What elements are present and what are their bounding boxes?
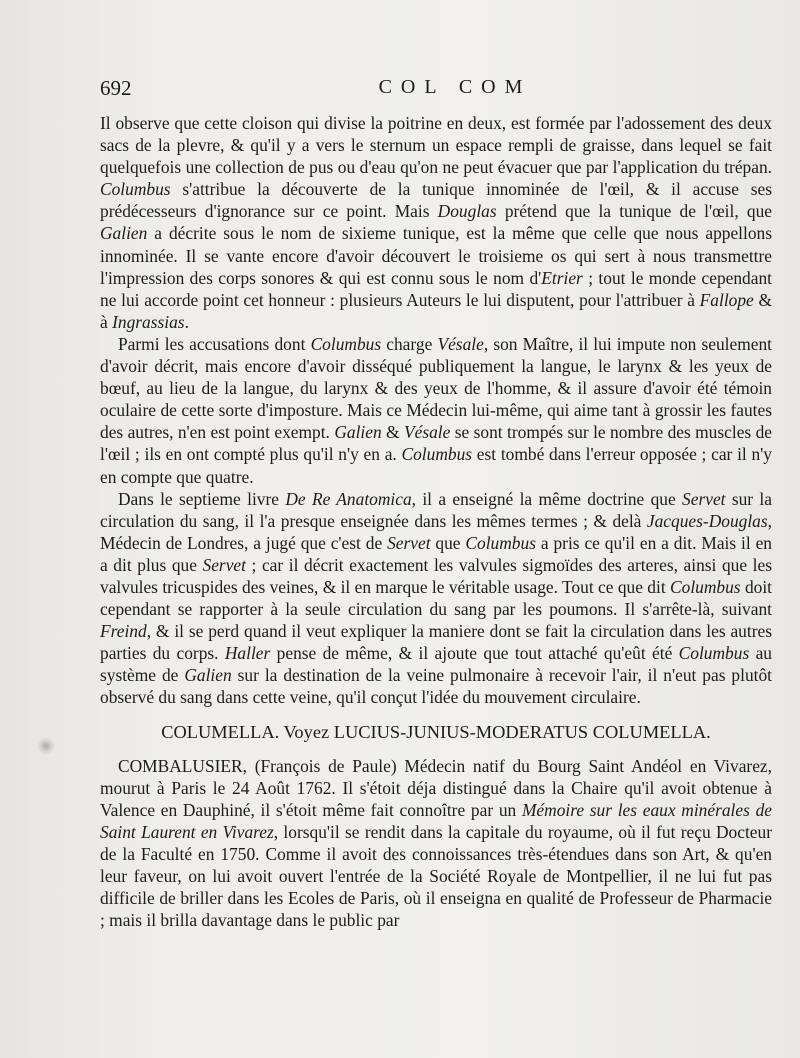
entry-combalusier: COMBALUSIER, (François de Paule) Médecin natif du Bourg Saint Andéol en Vivarez, mourut à Paris le 24 Août 1762. Il s'étoit déja distingué dans la Chaire qu'il avoit obtenue à Valence en Dauphiné, il s'étoit même fait connoître par un Mémoire sur les eaux minérales de Saint Laurent en Vivarez, lorsqu'il se rendit dans la capitale du royaume, où il fut reçu Docteur de la Faculté en 1750. Comme il avoit des connoissances très-étendues dans son Art, & qu'en leur faveur, on lui avoit ouvert l'entrée de la Société Royale de Montpellier, il ne lui fut pas difficile de briller dans les Ecoles de Paris, où il enseigna en qualité de Professeur de Pharmacie ; mais il brilla davantage dans le public par xyxy=(100,755,773,931)
running-head: COL COM xyxy=(378,76,532,98)
paragraph: Dans le septieme livre De Re Anatomica, il a enseigné la même doctrine que Servet sur la circulation du sang, il l'a presque enseignée dans les mêmes termes ; & delà Jacques-Douglas, Médecin de Londres, a jugé que c'est de Servet que Columbus a pris ce qu'il en a dit. Mais il en a dit plus que Servet ; car il décrit exactement les valvules sigmoïdes des arteres, ainsi que les valvules tricuspides des veines, & il en marque le véritable usage. Tout ce que dit Columbus doit cependant se rapporter à la seule circulation du sang par les poumons. Il s'arrête-là, suivant Freind, & il se perd quand il veut expliquer la maniere dont se fait la circulation dans les autres parties du corps. Haller pense de même, & il ajoute que tout attaché qu'eût été Columbus au système de Galien sur la destination de la veine pulmonaire à recevoir l'air, il n'eut pas plutôt observé du sang dans cette veine, qu'il conçut l'idée du mouvement circulaire. xyxy=(100,488,773,708)
paragraph: Parmi les accusations dont Columbus charge Vésale, son Maître, il lui impute non seulement d'avoir décrit, mais encore d'avoir disséqué publiquement la langue, le larynx & les yeux de bœuf, au lieu de la langue, du larynx & des yeux de l'homme, & il assure d'avoir été témoin oculaire de cette sorte d'imposture. Mais ce Médecin lui-même, qui aime tant à grossir les fautes des autres, n'en est point exempt. Galien & Vésale se sont trompés sur le nombre des muscles de l'œil ; ils en ont compté plus qu'il n'y en a. Columbus est tombé dans l'erreur opposée ; car il n'y en compte que quatre. xyxy=(100,333,773,487)
ink-spot xyxy=(38,738,54,754)
page-header xyxy=(100,76,770,106)
page-number: 692 xyxy=(100,76,132,100)
page-body xyxy=(100,112,772,931)
entry-title: COMBALUSIER xyxy=(118,755,243,776)
paragraph: Il observe que cette cloison qui divise la poitrine en deux, est formée par l'adossement des deux sacs de la plevre, & qu'il y a vers le sternum un espace rempli de graisse, dans lequel se fait quelquefois une collection de pus ou d'eau qu'on ne peut évacuer que par l'application du trépan. Columbus s'attribue la découverte de la tunique innominée de l'œil, & il accuse ses prédécesseurs d'ignorance sur ce point. Mais Douglas prétend que la tunique de l'œil, que Galien a décrite sous le nom de sixieme tunique, est la même que celle que nous appellons innominée. Il se vante encore d'avoir découvert le troisieme os qui sert à nous transmettre l'impression des corps sonores & qui est connu sous le nom d'Etrier ; tout le monde cependant ne lui accorde point cet honneur : plusieurs Auteurs le lui disputent, pour l'attribuer à Fallope & à Ingrassias. xyxy=(100,113,773,332)
entry-heading-columella: COLUMELLA. Voyez LUCIUS-JUNIUS-MODERATUS COLUMELLA. xyxy=(161,721,711,742)
